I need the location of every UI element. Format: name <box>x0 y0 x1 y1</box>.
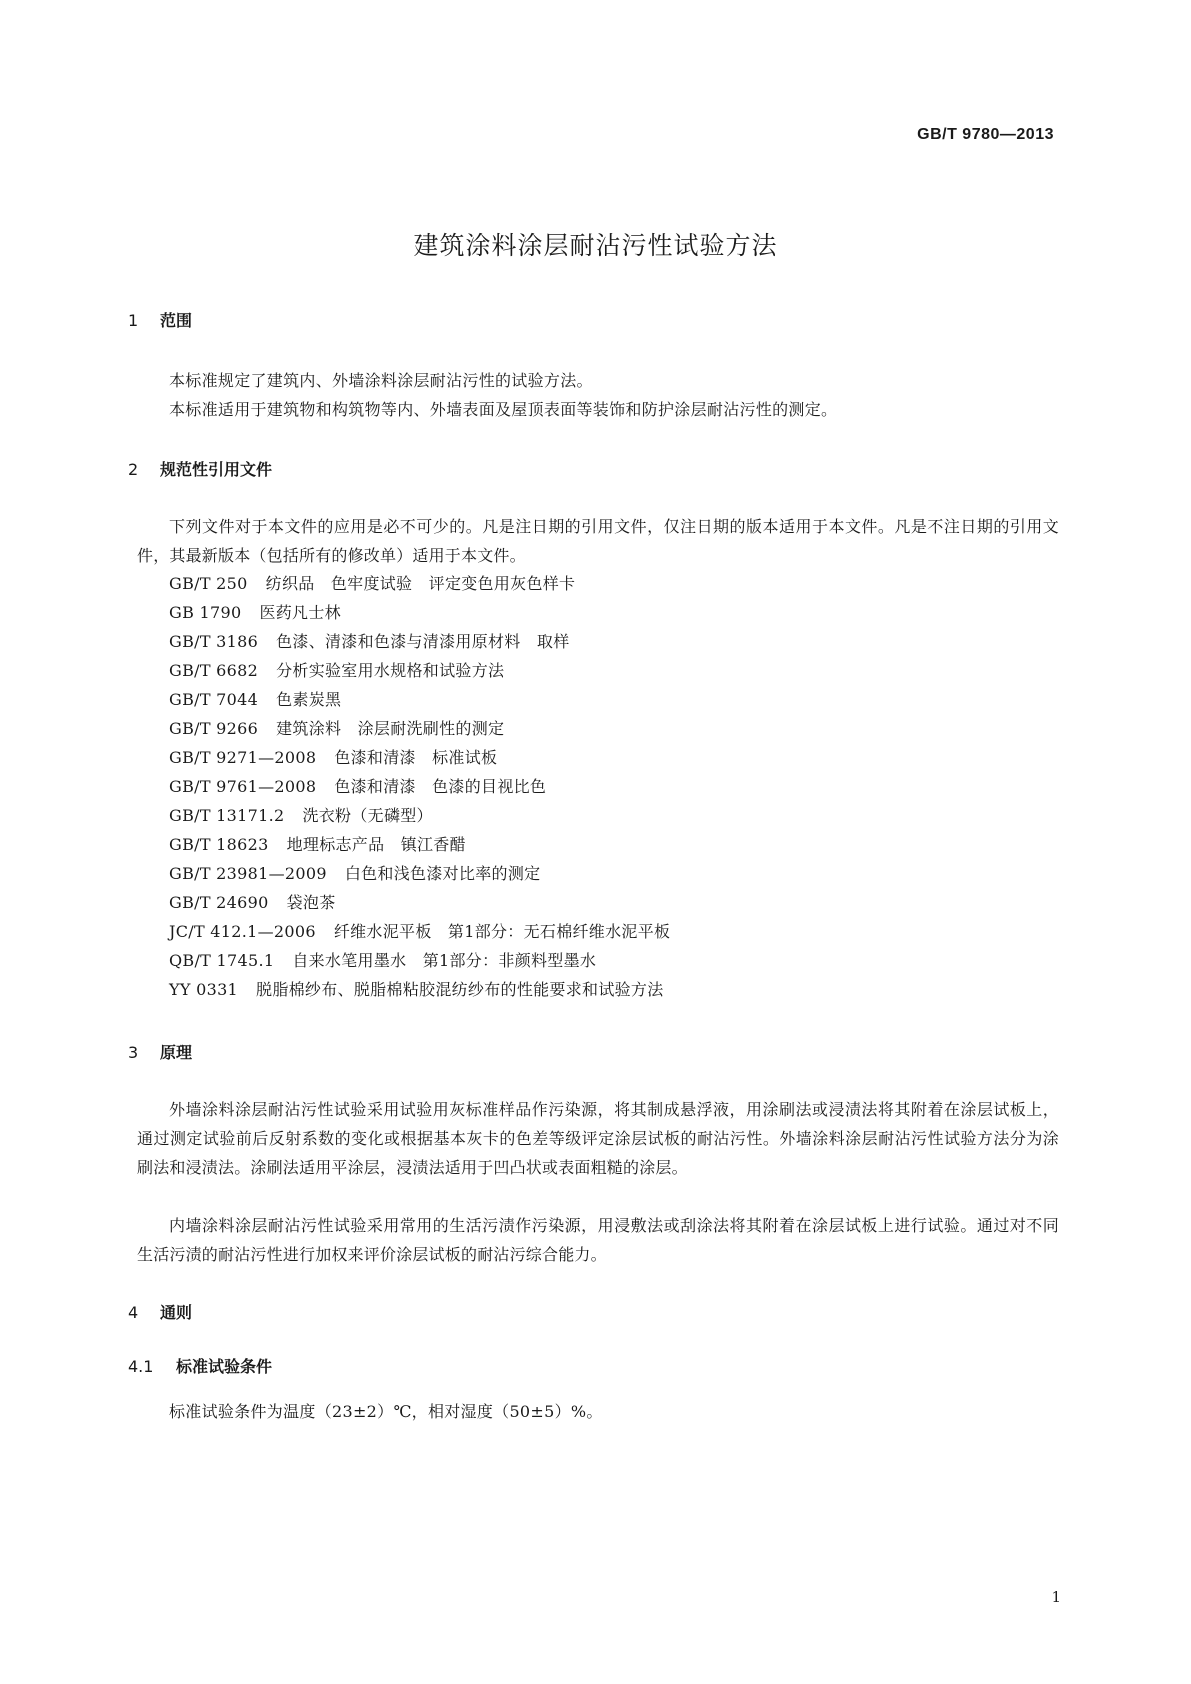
section-title: 范围 <box>160 311 193 330</box>
reference-code: QB/T 1745.1 <box>169 951 275 970</box>
reference-title: 地理标志产品 镇江香醋 <box>286 835 466 854</box>
reference-code: GB/T 250 <box>169 574 248 593</box>
reference-code: GB/T 6682 <box>169 661 259 680</box>
reference-item <box>169 658 504 681</box>
reference-title: 袋泡茶 <box>286 893 336 912</box>
reference-code: GB 1790 <box>169 603 242 622</box>
reference-code: GB/T 9271—2008 <box>169 748 317 767</box>
reference-item <box>169 948 596 971</box>
standard-code: GB/T 9780—2013 <box>917 126 1054 143</box>
section-title: 通则 <box>160 1303 193 1322</box>
section-number: 4 <box>128 1303 139 1322</box>
reference-title: 建筑涂料 涂层耐洗刷性的测定 <box>276 719 505 738</box>
page-number: 1 <box>1051 1588 1061 1606</box>
reference-code: GB/T 24690 <box>169 893 269 912</box>
reference-item <box>169 919 670 942</box>
reference-item <box>169 832 466 855</box>
reference-code: GB/T 7044 <box>169 690 259 709</box>
section-3-heading <box>128 1040 192 1063</box>
section-1-heading <box>128 308 192 331</box>
reference-title: 分析实验室用水规格和试验方法 <box>276 661 505 680</box>
reference-title: 洗衣粉（无磷型） <box>302 806 433 825</box>
reference-item <box>169 774 546 797</box>
reference-item <box>169 571 575 594</box>
paragraph: 标准试验条件为温度（23±2）℃，相对湿度（50±5）%。 <box>169 1402 603 1421</box>
reference-item <box>169 629 570 652</box>
reference-code: GB/T 18623 <box>169 835 269 854</box>
reference-item <box>169 600 341 623</box>
reference-item <box>169 890 336 913</box>
reference-code: GB/T 13171.2 <box>169 806 285 825</box>
reference-code: JC/T 412.1—2006 <box>169 922 316 941</box>
reference-item <box>169 977 664 1000</box>
reference-item <box>169 803 433 826</box>
reference-title: 脱脂棉纱布、脱脂棉粘胶混纺纱布的性能要求和试验方法 <box>256 980 664 999</box>
section-4-heading <box>128 1300 192 1323</box>
section-number: 4.1 <box>128 1357 154 1376</box>
section-title: 规范性引用文件 <box>160 460 273 479</box>
reference-code: GB/T 9266 <box>169 719 259 738</box>
reference-title: 纤维水泥平板 第1部分：无石棉纤维水泥平板 <box>333 922 671 941</box>
reference-code: GB/T 3186 <box>169 632 259 651</box>
paragraph: 下列文件对于本文件的应用是必不可少的。凡是注日期的引用文件，仅注日期的版本适用于本文件。凡是不注日期的引用文件，其最新版本（包括所有的修改单）适用于本文件。 <box>137 517 1059 565</box>
section-title: 标准试验条件 <box>176 1357 273 1376</box>
paragraph: 内墙涂料涂层耐沾污性试验采用常用的生活污渍作污染源，用浸敷法或刮涂法将其附着在涂层试板上进行试验。通过对不同生活污渍的耐沾污性进行加权来评价涂层试板的耐沾污综合能力。 <box>137 1216 1059 1264</box>
reference-title: 色素炭黑 <box>276 690 342 709</box>
reference-code: YY 0331 <box>169 980 239 999</box>
section-title: 原理 <box>160 1043 193 1062</box>
reference-item <box>169 861 540 884</box>
reference-code: GB/T 23981—2009 <box>169 864 327 883</box>
reference-title: 白色和浅色漆对比率的测定 <box>344 864 541 883</box>
section-number: 1 <box>128 311 139 330</box>
paragraph: 本标准适用于建筑物和构筑物等内、外墙表面及屋顶表面等装饰和防护涂层耐沾污性的测定。 <box>169 400 838 419</box>
document-title: 建筑涂料涂层耐沾污性试验方法 <box>413 231 778 260</box>
section-number: 2 <box>128 460 139 479</box>
reference-item <box>169 745 497 768</box>
reference-title: 色漆、清漆和色漆与清漆用原材料 取样 <box>276 632 570 651</box>
subsection-4-1-heading <box>128 1354 272 1377</box>
section-2-heading <box>128 457 272 480</box>
section-number: 3 <box>128 1043 139 1062</box>
paragraph: 本标准规定了建筑内、外墙涂料涂层耐沾污性的试验方法。 <box>169 371 593 390</box>
reference-code: GB/T 9761—2008 <box>169 777 317 796</box>
reference-item <box>169 716 504 739</box>
reference-item <box>169 687 341 710</box>
reference-title: 自来水笔用墨水 第1部分：非颜料型墨水 <box>292 951 597 970</box>
reference-title: 色漆和清漆 标准试板 <box>334 748 498 767</box>
reference-title: 色漆和清漆 色漆的目视比色 <box>334 777 547 796</box>
reference-title: 纺织品 色牢度试验 评定变色用灰色样卡 <box>265 574 576 593</box>
reference-title: 医药凡士林 <box>259 603 341 622</box>
paragraph: 外墙涂料涂层耐沾污性试验采用试验用灰标准样品作污染源，将其制成悬浮液，用涂刷法或浸渍法将其附着在涂层试板上，通过测定试验前后反射系数的变化或根据基本灰卡的色差等级评定涂层试板的耐沾污性。外墙涂料涂层耐沾污性试验方法分为涂刷法和浸渍法。涂刷法适用平涂层，浸渍法适用于凹凸状或表面粗糙的涂层。 <box>137 1100 1059 1177</box>
